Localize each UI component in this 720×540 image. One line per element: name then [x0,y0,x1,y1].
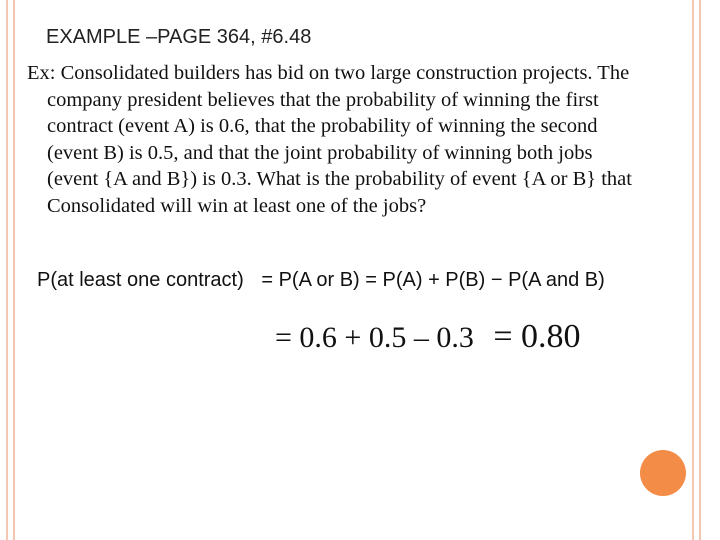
right-border-line [699,0,701,540]
problem-line: (event {A and B}) is 0.3. What is the probability of event {A or B} that [47,168,632,190]
problem-line: Consolidated will win at least one of the jobs? [47,194,427,217]
formula-lhs: P(at least one contract) [37,269,244,291]
formula-result: = 0.80 [493,318,581,355]
problem-line: Ex: Consolidated builders has bid on two large construction projects. The [27,62,630,84]
problem-text [27,60,683,219]
slide-title: EXAMPLE –PAGE 364, #6.48 [46,26,312,48]
left-border-line-inner [13,0,15,540]
problem-line: (event B) is 0.5, and that the joint probability of winning both jobs [47,141,593,164]
formula-rhs: = P(A or B) = P(A) + P(B) − P(A and B) [261,269,605,291]
decorative-dot [640,450,686,496]
problem-line: company president believes that the probability of winning the first [47,88,599,111]
problem-line: contract (event A) is 0.6, that the probability of winning the second [47,115,598,137]
right-border-line-inner [692,0,694,540]
left-border-line [6,0,8,540]
formula-calculation [275,318,581,356]
formula-expression: = 0.6 + 0.5 – 0.3 [275,321,474,354]
formula-definition [37,269,605,292]
